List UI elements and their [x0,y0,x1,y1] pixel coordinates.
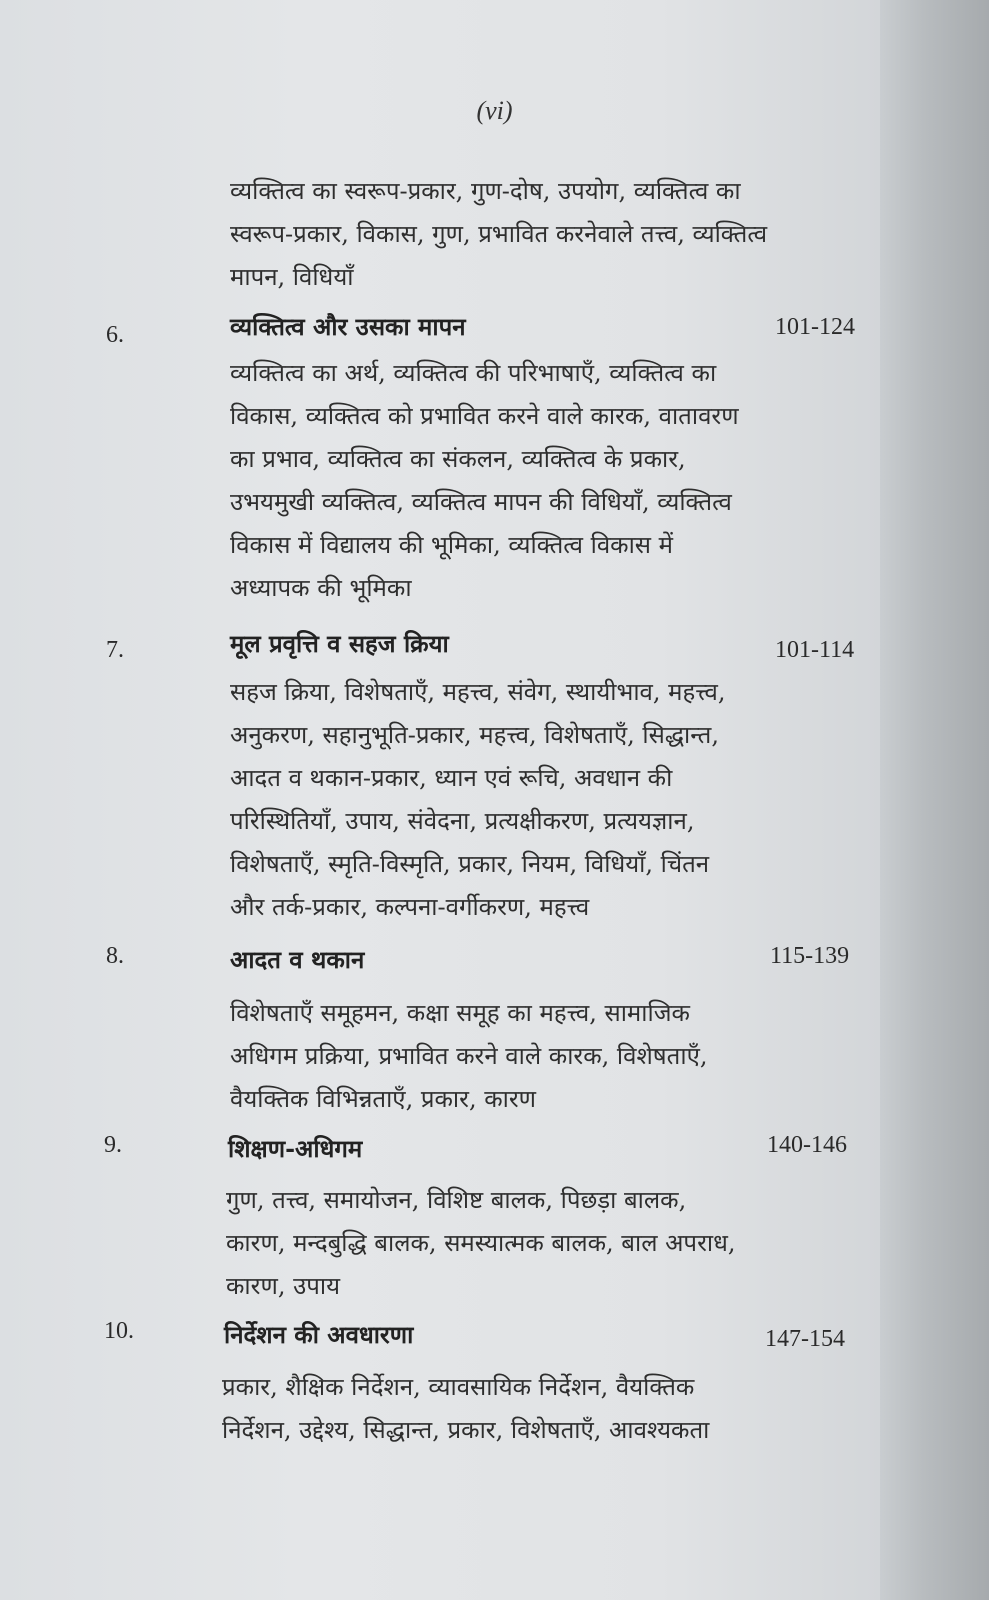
chapter-pages: 115-139 [770,943,850,969]
chapter-description: व्यक्तित्व का अर्थ, व्यक्तित्व की परिभाषाएँ, व्यक्तित्व का विकास, व्यक्तित्व को प्रभावित करने वाले कारक, वातावरण का प्रभाव, व्यक्तित्व का संकलन, व्यक्तित्व के प्रकार, उभयमुखी व्यक्तित्व, व्यक्तित्व मापन की विधियाँ, व्यक्तित्व विकास में विद्यालय की भूमिका, व्यक्तित्व विकास में अध्यापक की भूमिका [230,359,739,602]
chapter-description: सहज क्रिया, विशेषताएँ, महत्त्व, संवेग, स्थायीभाव, महत्त्व, अनुकरण, सहानुभूति-प्रकार, महत्त्व, विशेषताएँ, सिद्धान्त, आदत व थकान-प्रकार, ध्यान एवं रूचि, अवधान की परिस्थितियाँ, उपाय, संवेदना, प्रत्यक्षीकरण, प्रत्ययज्ञान, विशेषताएँ, स्मृति-विस्मृति, प्रकार, नियम, विधियाँ, चिंतन और तर्क-प्रकार, कल्पना-वर्गीकरण, महत्त्व [230,678,726,921]
chapter-number: 9. [104,1132,122,1158]
chapter-description: प्रकार, शैक्षिक निर्देशन, व्यावसायिक निर्देशन, वैयक्तिक निर्देशन, उद्देश्य, सिद्धान्त, प्रकार, विशेषताएँ, आवश्यकता [222,1373,710,1444]
chapter-title: निर्देशन की अवधारणा [224,1320,414,1349]
chapter-description: विशेषताएँ समूहमन, कक्षा समूह का महत्त्व, सामाजिक अधिगम प्रक्रिया, प्रभावित करने वाले कारक, विशेषताएँ, वैयक्तिक विभिन्नताएँ, प्रकार, कारण [230,999,708,1113]
chapter-number: 6. [106,322,124,348]
chapter-number: 8. [106,943,124,969]
intro-paragraph: व्यक्तित्व का स्वरूप-प्रकार, गुण-दोष, उपयोग, व्यक्तित्व का स्वरूप-प्रकार, विकास, गुण, प्रभावित करनेवाले तत्त्व, व्यक्तित्व मापन, विधियाँ [230,177,768,291]
chapter-title: व्यक्तित्व और उसका मापन [230,312,466,341]
chapter-pages: 101-114 [775,637,855,663]
chapter-title: आदत व थकान [230,945,365,974]
page-spine-shadow [880,0,989,1600]
page-number: (vi) [476,96,513,125]
chapter-pages: 101-124 [775,314,855,340]
chapter-pages: 147-154 [765,1326,845,1352]
chapter-pages: 140-146 [767,1132,847,1158]
chapter-title: मूल प्रवृत्ति व सहज क्रिया [230,629,449,658]
chapter-description: गुण, तत्त्व, समायोजन, विशिष्ट बालक, पिछड़ा बालक, कारण, मन्दबुद्धि बालक, समस्यात्मक बालक, बाल अपराध, कारण, उपाय [226,1186,736,1300]
chapter-number: 10. [104,1318,134,1344]
chapter-title: शिक्षण-अधिगम [228,1134,363,1163]
chapter-number: 7. [106,637,124,663]
